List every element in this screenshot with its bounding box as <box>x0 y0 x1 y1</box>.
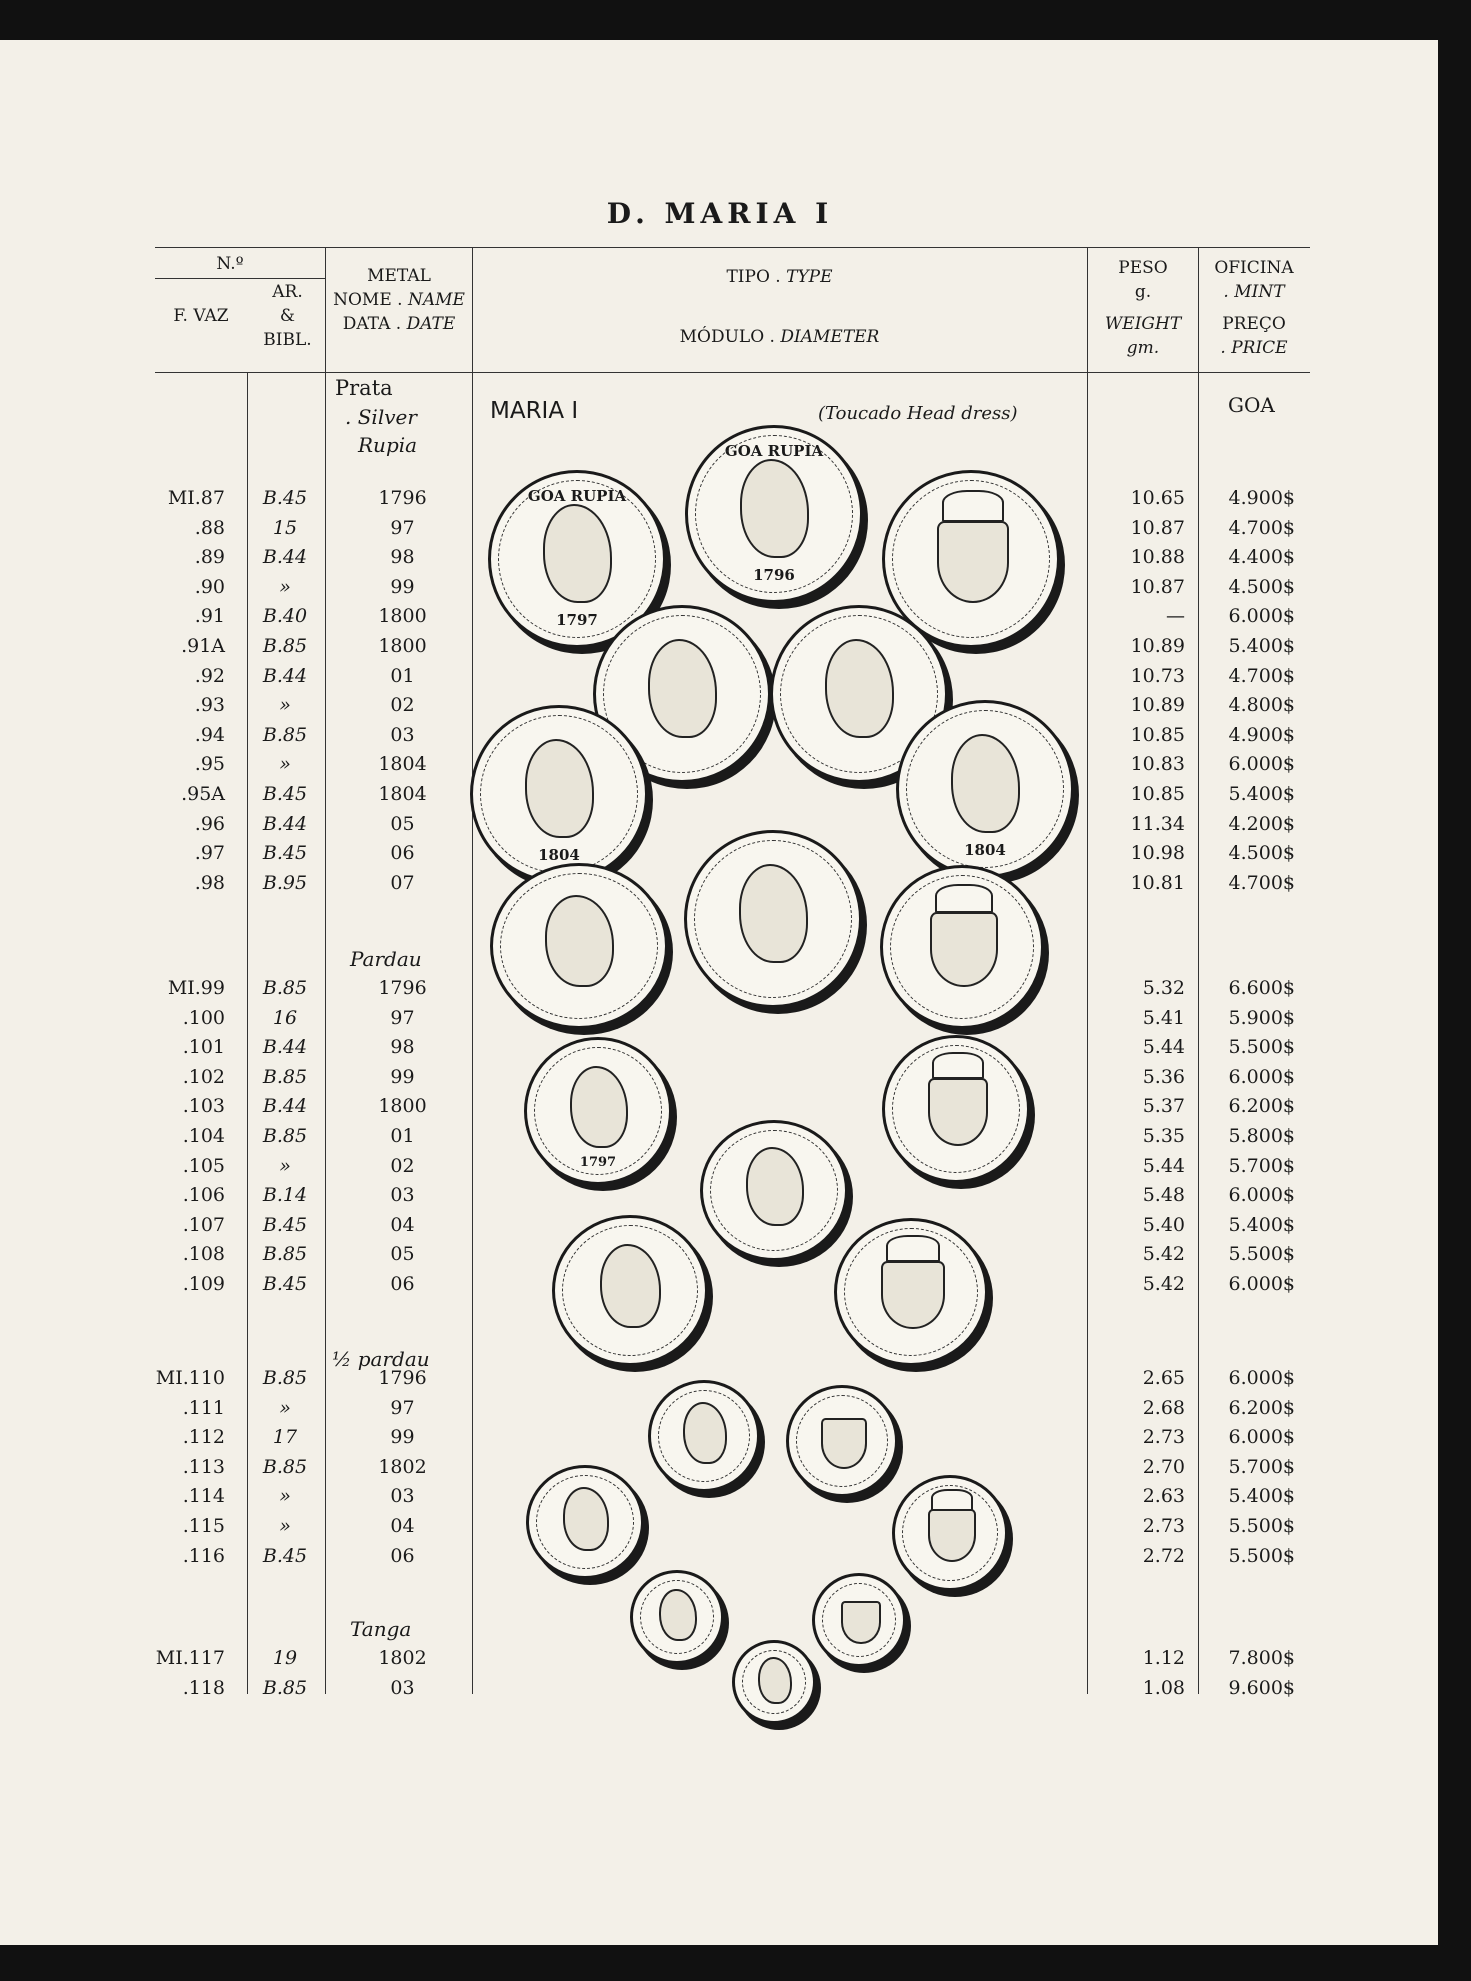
cell-preco: 5.700$ <box>1228 1154 1295 1177</box>
cell-date: 04 <box>390 1515 415 1537</box>
cell-ar: B.85 <box>262 1243 308 1266</box>
cell-ar: B.45 <box>262 1273 308 1295</box>
table-top-rule <box>155 247 1310 248</box>
coin-pardau-reverse-1 <box>882 1035 1030 1183</box>
cell-ar: B.44 <box>262 1036 308 1059</box>
cell-fvaz: .112 <box>182 1426 225 1449</box>
header-peso: PESO g. WEIGHT gm. <box>1104 258 1182 358</box>
cell-peso: 2.65 <box>1142 1367 1185 1389</box>
cell-date: 1802 <box>378 1647 427 1669</box>
cell-peso: 10.88 <box>1130 546 1185 569</box>
cell-peso: 10.85 <box>1130 783 1185 805</box>
cell-ar: » <box>279 1515 291 1537</box>
cell-preco: 5.500$ <box>1228 1036 1295 1059</box>
cell-date: 1802 <box>378 1455 427 1478</box>
cell-preco: 4.500$ <box>1228 842 1295 865</box>
cell-peso: 10.65 <box>1130 487 1185 509</box>
coin-rupia-1797: GOA RUPIA 1797 <box>488 470 666 648</box>
cell-preco: 6.000$ <box>1228 1184 1295 1207</box>
coin-pardau-1797: 1797 <box>524 1037 672 1185</box>
cell-date: 02 <box>390 1154 415 1177</box>
cell-preco: 6.200$ <box>1228 1095 1295 1118</box>
cell-date: 1804 <box>378 753 427 776</box>
cell-ar: B.40 <box>262 605 308 628</box>
cell-ar: B.45 <box>262 1213 308 1236</box>
cell-date: 99 <box>390 575 415 598</box>
mint-goa: GOA <box>1228 393 1275 417</box>
section-label: Rupia <box>358 433 418 457</box>
cell-preco: 7.800$ <box>1228 1647 1295 1669</box>
cell-date: 99 <box>390 1065 415 1088</box>
cell-peso: 2.68 <box>1142 1396 1185 1419</box>
coin-rupia-1796: GOA RUPIA 1796 <box>685 425 863 603</box>
cell-preco: 5.800$ <box>1228 1125 1295 1147</box>
cell-peso: 2.63 <box>1142 1485 1185 1508</box>
cell-peso: 5.41 <box>1142 1006 1185 1029</box>
cell-peso: 10.87 <box>1130 516 1185 539</box>
cell-date: 98 <box>390 1036 415 1059</box>
cell-preco: 4.700$ <box>1228 516 1295 539</box>
cell-ar: B.44 <box>262 812 308 835</box>
coin-pardau-2 <box>700 1120 848 1261</box>
cell-preco: 6.000$ <box>1228 1273 1295 1295</box>
cell-preco: 9.600$ <box>1228 1676 1295 1699</box>
cell-preco: 5.400$ <box>1228 635 1295 657</box>
coin-rupia-reverse-2 <box>880 865 1044 1029</box>
cell-preco: 6.200$ <box>1228 1396 1295 1419</box>
cell-fvaz: .105 <box>182 1154 225 1177</box>
header-ar: AR. & BIBL. <box>263 282 312 350</box>
cell-date: 06 <box>390 1544 415 1567</box>
cell-fvaz: .93 <box>194 694 225 717</box>
cell-ar: B.85 <box>262 977 308 999</box>
cell-ar: B.45 <box>262 1544 308 1567</box>
cell-fvaz: .91 <box>194 605 225 628</box>
cell-date: 97 <box>390 516 415 539</box>
cell-date: 1800 <box>378 605 427 628</box>
cell-preco: 6.000$ <box>1228 1426 1295 1449</box>
cell-peso: 2.73 <box>1142 1515 1185 1537</box>
cell-preco: 4.700$ <box>1228 871 1295 894</box>
cell-fvaz: .94 <box>194 723 225 746</box>
cell-date: 07 <box>390 871 415 894</box>
type-title: MARIA I <box>490 398 579 424</box>
section-label: ½ pardau <box>332 1347 430 1371</box>
coin-half-pardau-reverse-1 <box>786 1385 898 1497</box>
cell-date: 1796 <box>378 487 427 509</box>
cell-date: 97 <box>390 1396 415 1419</box>
cell-fvaz: .108 <box>182 1243 225 1266</box>
metal-prata: Prata <box>335 376 393 400</box>
cell-peso: 5.37 <box>1142 1095 1185 1118</box>
metal-silver: . Silver <box>345 405 417 429</box>
coin-pardau-reverse-2 <box>834 1218 988 1366</box>
cell-ar: B.85 <box>262 1125 308 1147</box>
type-note: (Toucado Head dress) <box>818 403 1018 424</box>
cell-preco: 5.500$ <box>1228 1515 1295 1537</box>
cell-date: 03 <box>390 1485 415 1508</box>
cell-date: 04 <box>390 1213 415 1236</box>
coin-half-pardau-1 <box>648 1380 760 1492</box>
cell-peso: 10.87 <box>1130 575 1185 598</box>
cell-date: 1800 <box>378 1095 427 1118</box>
cell-ar: 17 <box>272 1426 298 1449</box>
cell-date: 06 <box>390 1273 415 1295</box>
cell-peso: 5.44 <box>1142 1154 1185 1177</box>
cell-preco: 4.900$ <box>1228 723 1295 746</box>
cell-peso: 5.44 <box>1142 1036 1185 1059</box>
cell-ar: B.14 <box>262 1184 308 1207</box>
coin-rupia-1804: 1804 <box>470 705 648 883</box>
cell-date: 03 <box>390 723 415 746</box>
cell-fvaz: .118 <box>182 1676 225 1699</box>
cell-fvaz: .96 <box>194 812 225 835</box>
cell-preco: 5.900$ <box>1228 1006 1295 1029</box>
cell-date: 1796 <box>378 1367 427 1389</box>
cell-ar: B.45 <box>262 842 308 865</box>
cell-fvaz: .97 <box>194 842 225 865</box>
coin-tanga-1 <box>630 1570 724 1664</box>
cell-ar: B.85 <box>262 723 308 746</box>
cell-preco: 6.600$ <box>1228 977 1295 999</box>
cell-fvaz: .106 <box>182 1184 225 1207</box>
cell-peso: 10.98 <box>1130 842 1185 865</box>
cell-fvaz: MI.117 <box>155 1647 225 1669</box>
cell-fvaz: .103 <box>182 1095 225 1118</box>
cell-fvaz: .104 <box>182 1125 225 1147</box>
cell-preco: 6.000$ <box>1228 753 1295 776</box>
cell-date: 97 <box>390 1006 415 1029</box>
cell-fvaz: .101 <box>182 1036 225 1059</box>
cell-date: 1800 <box>378 635 427 657</box>
section-label: Tanga <box>350 1617 412 1641</box>
cell-peso: 5.42 <box>1142 1273 1185 1295</box>
cell-date: 02 <box>390 694 415 717</box>
coin-rupia-1804b: 1804 <box>896 700 1074 878</box>
cell-fvaz: .91A <box>181 635 225 657</box>
cell-fvaz: .115 <box>182 1515 225 1537</box>
cell-ar: 19 <box>272 1647 298 1669</box>
cell-preco: 4.900$ <box>1228 487 1295 509</box>
cell-fvaz: .116 <box>182 1544 225 1567</box>
cell-ar: » <box>279 1396 291 1419</box>
section-label: Pardau <box>350 947 422 971</box>
cell-preco: 4.500$ <box>1228 575 1295 598</box>
cell-preco: 5.500$ <box>1228 1544 1295 1567</box>
cell-peso: 1.08 <box>1142 1676 1185 1699</box>
cell-date: 06 <box>390 842 415 865</box>
cell-fvaz: .88 <box>194 516 225 539</box>
cell-date: 98 <box>390 546 415 569</box>
cell-peso: 1.12 <box>1142 1647 1185 1669</box>
cell-ar: » <box>279 1485 291 1508</box>
cell-ar: B.45 <box>262 487 308 509</box>
cell-peso: 5.36 <box>1142 1065 1185 1088</box>
header-tipo: TIPO . TYPE <box>726 267 833 287</box>
cell-fvaz: .109 <box>182 1273 225 1295</box>
coin-tanga-2 <box>732 1640 816 1724</box>
coin-half-pardau-2 <box>526 1465 644 1579</box>
cell-ar: B.85 <box>262 1065 308 1088</box>
page-title: D. MARIA I <box>606 197 834 230</box>
cell-peso: 10.85 <box>1130 723 1185 746</box>
cell-fvaz: .95 <box>194 753 225 776</box>
cell-ar: » <box>279 1154 291 1177</box>
cell-ar: B.44 <box>262 1095 308 1118</box>
cell-date: 05 <box>390 1243 415 1266</box>
cell-preco: 5.400$ <box>1228 1485 1295 1508</box>
cell-ar: B.85 <box>262 1367 308 1389</box>
header-bottom-rule <box>155 372 1310 373</box>
header-fvaz: F. VAZ <box>173 306 229 326</box>
cell-ar: » <box>279 694 291 717</box>
cell-ar: B.95 <box>262 871 308 894</box>
header-modulo: MÓDULO . DIAMETER <box>679 327 880 347</box>
cell-peso: 5.32 <box>1142 977 1185 999</box>
cell-ar: B.45 <box>262 783 308 805</box>
cell-date: 01 <box>390 664 415 687</box>
cell-peso: 5.35 <box>1142 1125 1185 1147</box>
cell-peso: 2.70 <box>1142 1455 1185 1478</box>
cell-peso: 10.89 <box>1130 635 1185 657</box>
cell-fvaz: .113 <box>182 1455 225 1478</box>
coin-half-pardau-reverse-2 <box>892 1475 1008 1591</box>
cell-peso: — <box>1166 605 1185 628</box>
cell-ar: B.44 <box>262 546 308 569</box>
cell-preco: 4.200$ <box>1228 812 1295 835</box>
cell-preco: 4.800$ <box>1228 694 1295 717</box>
cell-fvaz: MI.87 <box>167 487 225 509</box>
cell-preco: 6.000$ <box>1228 1065 1295 1088</box>
cell-peso: 2.72 <box>1142 1544 1185 1567</box>
cell-preco: 5.500$ <box>1228 1243 1295 1266</box>
cell-peso: 11.34 <box>1130 812 1185 835</box>
cell-peso: 10.83 <box>1130 753 1185 776</box>
cell-preco: 5.400$ <box>1228 783 1295 805</box>
cell-fvaz: .92 <box>194 664 225 687</box>
cell-date: 03 <box>390 1676 415 1699</box>
cell-preco: 4.400$ <box>1228 546 1295 569</box>
cell-fvaz: .107 <box>182 1213 225 1236</box>
cell-ar: 15 <box>272 516 298 539</box>
cell-peso: 10.89 <box>1130 694 1185 717</box>
cell-date: 03 <box>390 1184 415 1207</box>
cell-preco: 4.700$ <box>1228 664 1295 687</box>
cell-preco: 5.400$ <box>1228 1213 1295 1236</box>
cell-date: 99 <box>390 1426 415 1449</box>
cell-ar: 16 <box>272 1006 298 1029</box>
cell-preco: 5.700$ <box>1228 1455 1295 1478</box>
header-no: N.º <box>216 254 244 274</box>
cell-peso: 10.81 <box>1130 871 1185 894</box>
cell-fvaz: .111 <box>182 1396 225 1419</box>
cell-fvaz: .95A <box>181 783 225 805</box>
cell-peso: 5.48 <box>1142 1184 1185 1207</box>
cell-date: 01 <box>390 1125 415 1147</box>
cell-ar: B.44 <box>262 664 308 687</box>
cell-date: 1796 <box>378 977 427 999</box>
cell-ar: B.85 <box>262 635 308 657</box>
cell-ar: B.85 <box>262 1455 308 1478</box>
coin-illustrations <box>468 415 1083 1735</box>
coin-tanga-reverse <box>812 1573 906 1667</box>
no-underline <box>155 278 325 279</box>
header-oficina: OFICINA . MINT PREÇO . PRICE <box>1214 258 1294 358</box>
cell-peso: 10.73 <box>1130 664 1185 687</box>
cell-preco: 6.000$ <box>1228 1367 1295 1389</box>
cell-fvaz: .90 <box>194 575 225 598</box>
header-metal: METAL NOME . NAME DATA . DATE <box>333 266 465 334</box>
cell-ar: B.85 <box>262 1676 308 1699</box>
cell-date: 05 <box>390 812 415 835</box>
coin-rupia-4 <box>490 863 668 1029</box>
cell-date: 1804 <box>378 783 427 805</box>
cell-fvaz: MI.99 <box>167 977 225 999</box>
cell-ar: » <box>279 575 291 598</box>
cell-fvaz: .114 <box>182 1485 225 1508</box>
cell-fvaz: .100 <box>182 1006 225 1029</box>
cell-peso: 5.42 <box>1142 1243 1185 1266</box>
coin-pardau-3 <box>552 1215 708 1366</box>
cell-fvaz: .102 <box>182 1065 225 1088</box>
cell-peso: 2.73 <box>1142 1426 1185 1449</box>
cell-fvaz: .98 <box>194 871 225 894</box>
cell-preco: 6.000$ <box>1228 605 1295 628</box>
cell-peso: 5.40 <box>1142 1213 1185 1236</box>
cell-fvaz: MI.110 <box>155 1367 225 1389</box>
cell-fvaz: .89 <box>194 546 225 569</box>
coin-rupia-5 <box>684 830 862 1008</box>
cell-ar: » <box>279 753 291 776</box>
